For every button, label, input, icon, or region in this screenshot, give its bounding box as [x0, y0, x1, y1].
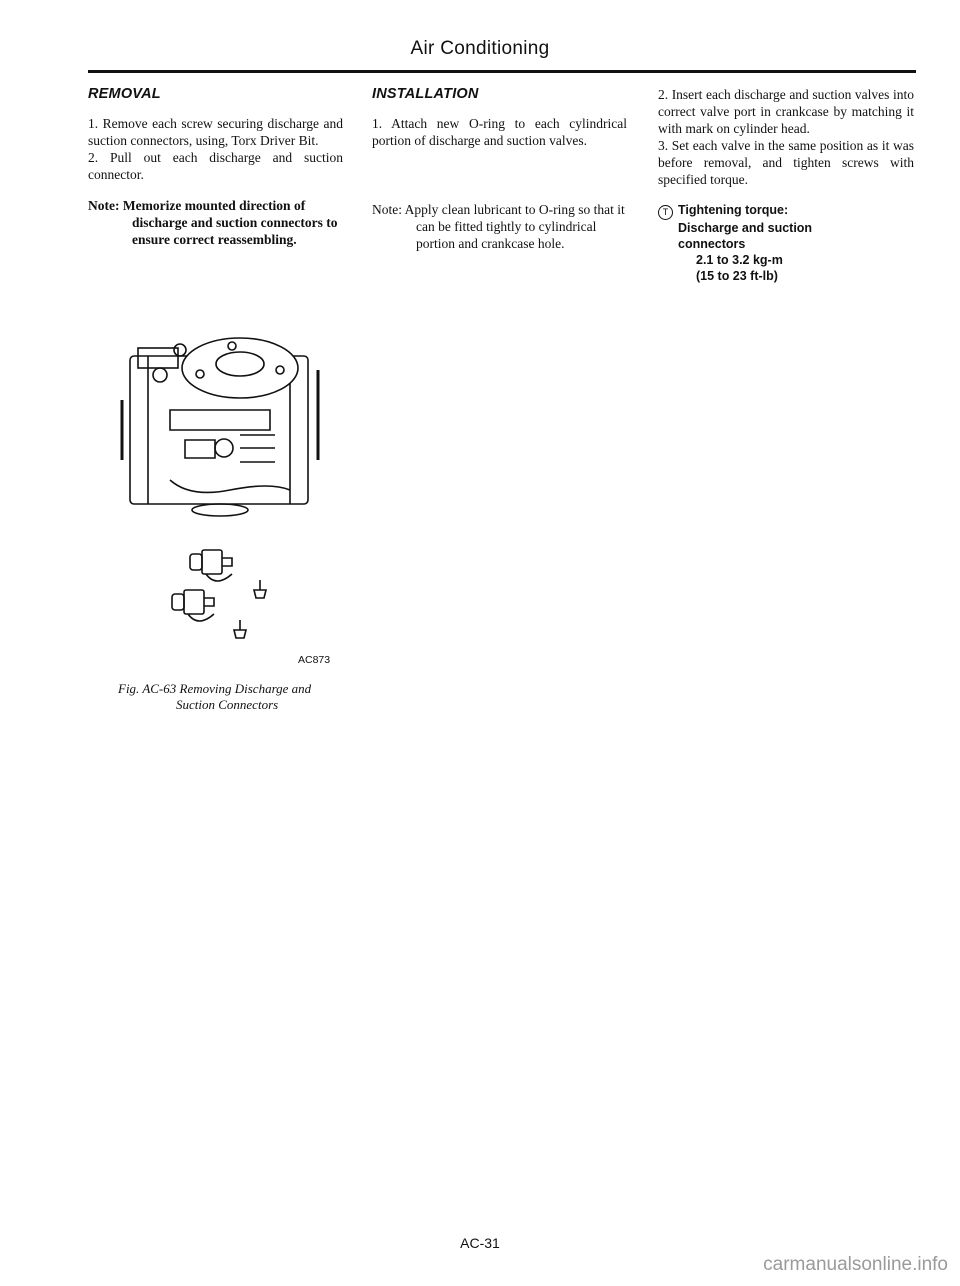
installation-note-text: Apply clean lubricant to O-ring so that it can be fitted tightly to cylindrical portion and crankcase hole.: [404, 202, 625, 251]
removal-note-label: Note:: [88, 198, 120, 213]
installation-column: [372, 86, 627, 252]
caption-line-2: Suction Connectors: [176, 697, 279, 712]
caption-line-1: Fig. AC-63 Removing Discharge and: [118, 681, 312, 696]
installation-heading: INSTALLATION: [372, 86, 479, 102]
page-number: AC-31: [460, 1235, 500, 1251]
removal-step-2: 2. Pull out each discharge and suction connector.: [88, 150, 343, 182]
removal-note-text: Memorize mounted direction of discharge and suction connectors to ensure correct reassembling.: [122, 198, 338, 247]
page-header-title: Air Conditioning: [410, 38, 550, 59]
installation-step-3: 3. Set each valve in the same position as it was before removal, and tighten screws with specified torque.: [658, 138, 914, 187]
torque-item-2: connectors: [678, 237, 746, 251]
torque-icon: T: [658, 205, 673, 220]
removal-note: [88, 197, 343, 248]
removal-column: [88, 86, 343, 248]
torque-value-2: (15 to 23 ft-lb): [696, 269, 778, 283]
torque-value: 2.1 to 3.2 kg-m: [696, 253, 783, 267]
watermark-text: carmanualsonline.info: [763, 1254, 948, 1275]
torque-item: Discharge and suction: [678, 221, 813, 235]
installation-note-label: Note:: [372, 202, 402, 217]
installation-step-1: 1. Attach new O-ring to each cylindrical portion of discharge and suction valves.: [372, 116, 627, 148]
installation-step-2: 2. Insert each discharge and suction valves into correct valve port in crankcase by matching it with mark on cylinder head.: [658, 87, 914, 136]
installation-continued-column: [658, 86, 914, 284]
torque-label: Tightening torque:: [678, 203, 789, 217]
compressor-illustration: [120, 330, 340, 660]
removal-heading: REMOVAL: [88, 86, 161, 102]
figure-code: AC873: [298, 654, 331, 666]
removal-step-1: 1. Remove each screw securing discharge and suction connectors, using, Torx Driver Bit.: [88, 116, 343, 148]
figure-caption: [118, 681, 344, 713]
torque-spec: [658, 202, 914, 284]
installation-note: [372, 201, 627, 252]
header-rule: [88, 70, 916, 73]
